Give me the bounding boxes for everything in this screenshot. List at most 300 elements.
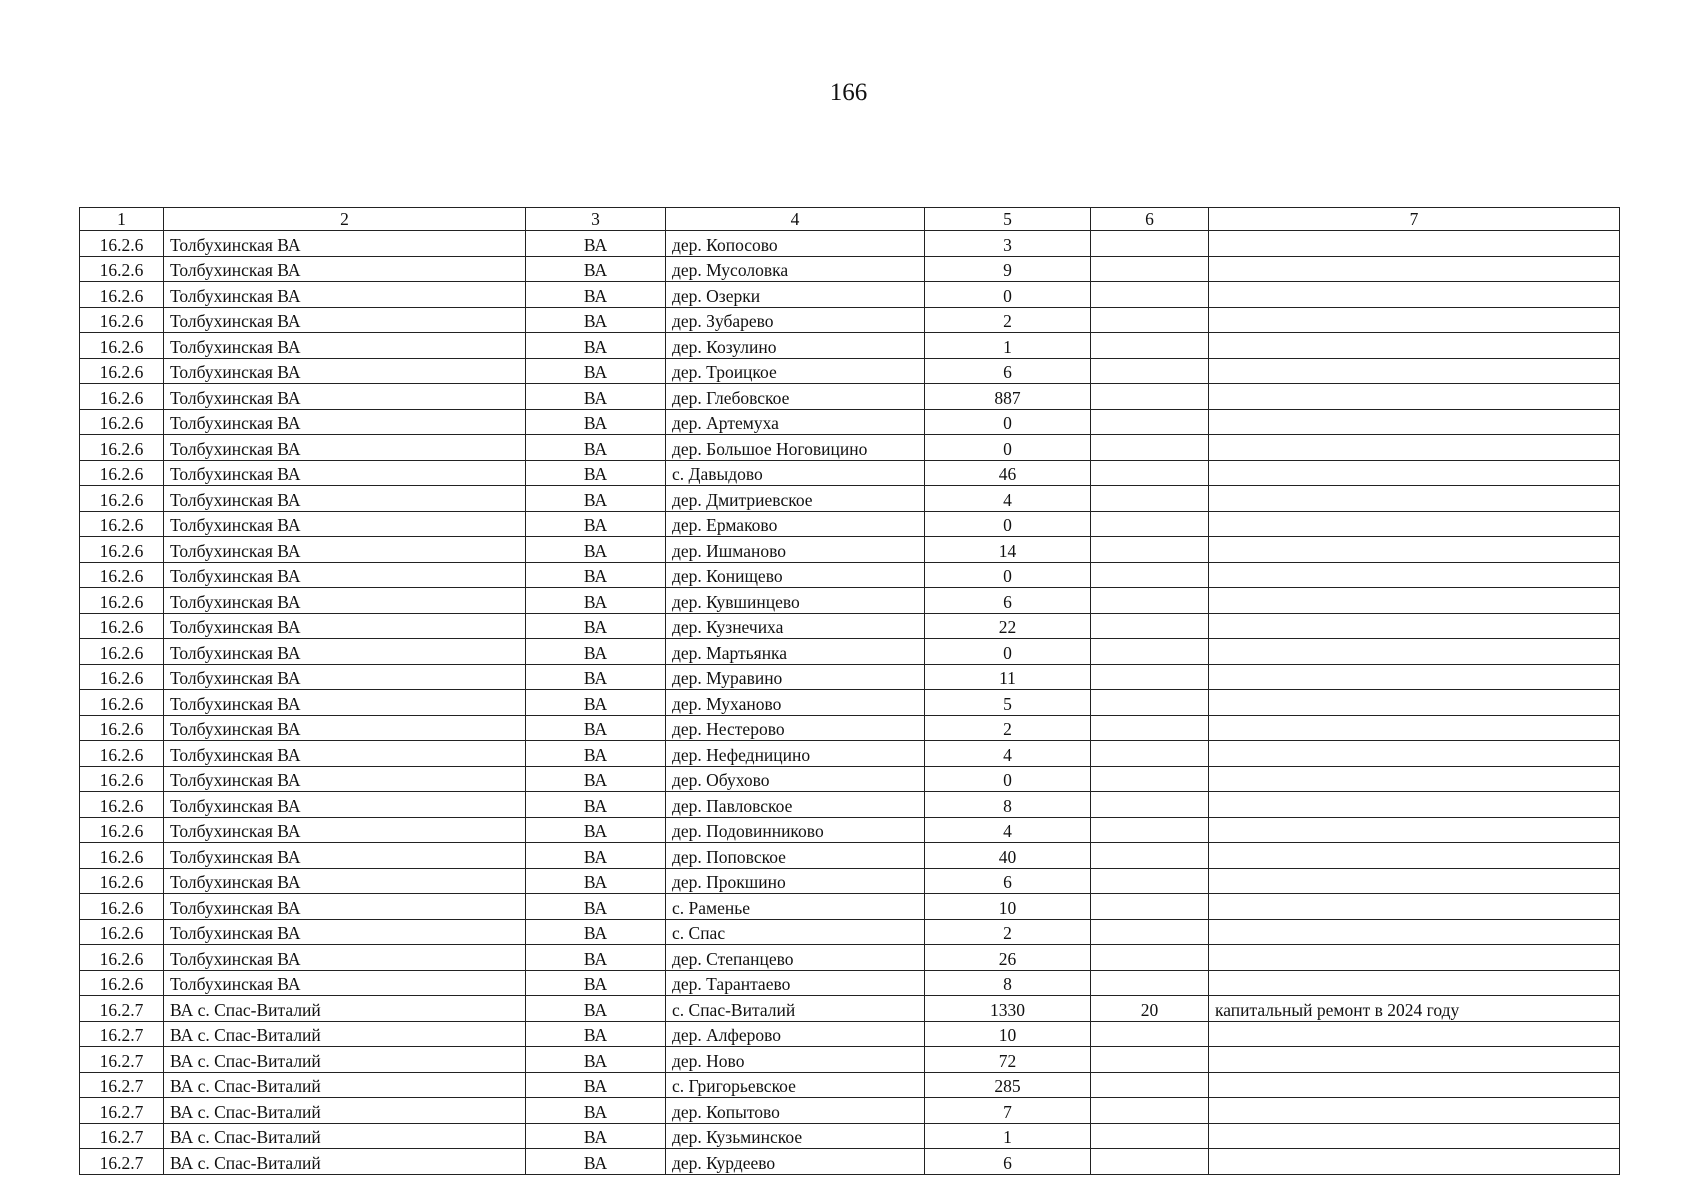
settlement-cell: дер. Нефедницино — [666, 741, 925, 767]
row-number-cell: 16.2.6 — [80, 868, 164, 894]
row-number-cell: 16.2.6 — [80, 664, 164, 690]
note-cell — [1209, 970, 1620, 996]
row-number-cell: 16.2.6 — [80, 333, 164, 359]
settlement-cell: с. Григорьевское — [666, 1072, 925, 1098]
object-name-cell: Толбухинская ВА — [164, 766, 526, 792]
row-number-cell: 16.2.6 — [80, 358, 164, 384]
note-cell — [1209, 231, 1620, 257]
object-name-cell: ВА с. Спас-Виталий — [164, 1098, 526, 1124]
object-type-cell: ВА — [526, 894, 666, 920]
population-cell: 5 — [925, 690, 1091, 716]
population-cell: 6 — [925, 358, 1091, 384]
row-number-cell: 16.2.7 — [80, 1047, 164, 1073]
population-cell: 2 — [925, 919, 1091, 945]
column-6-cell — [1091, 358, 1209, 384]
row-number-cell: 16.2.6 — [80, 511, 164, 537]
table-header-row — [80, 208, 1620, 231]
population-cell: 40 — [925, 843, 1091, 869]
column-6-cell — [1091, 690, 1209, 716]
table-row — [80, 562, 1620, 588]
column-6-cell — [1091, 486, 1209, 512]
row-number-cell: 16.2.6 — [80, 613, 164, 639]
settlement-cell: дер. Кузьминское — [666, 1123, 925, 1149]
settlement-cell: дер. Степанцево — [666, 945, 925, 971]
object-name-cell: Толбухинская ВА — [164, 868, 526, 894]
table-row — [80, 358, 1620, 384]
object-name-cell: Толбухинская ВА — [164, 358, 526, 384]
object-name-cell: Толбухинская ВА — [164, 588, 526, 614]
table-row — [80, 639, 1620, 665]
object-type-cell: ВА — [526, 945, 666, 971]
note-cell — [1209, 1072, 1620, 1098]
settlement-cell: дер. Подовинниково — [666, 817, 925, 843]
object-type-cell: ВА — [526, 919, 666, 945]
population-cell: 4 — [925, 486, 1091, 512]
table-row — [80, 817, 1620, 843]
column-6-cell — [1091, 1021, 1209, 1047]
note-cell — [1209, 894, 1620, 920]
column-6-cell — [1091, 384, 1209, 410]
settlement-cell: дер. Озерки — [666, 282, 925, 308]
object-name-cell: ВА с. Спас-Виталий — [164, 1072, 526, 1098]
column-header: 7 — [1209, 208, 1620, 231]
object-name-cell: Толбухинская ВА — [164, 307, 526, 333]
settlement-cell: дер. Артемуха — [666, 409, 925, 435]
object-type-cell: ВА — [526, 384, 666, 410]
settlement-cell: дер. Конищево — [666, 562, 925, 588]
settlement-cell: дер. Троицкое — [666, 358, 925, 384]
table-row — [80, 894, 1620, 920]
column-6-cell — [1091, 1072, 1209, 1098]
note-cell — [1209, 307, 1620, 333]
row-number-cell: 16.2.6 — [80, 384, 164, 410]
population-cell: 0 — [925, 282, 1091, 308]
column-6-cell — [1091, 588, 1209, 614]
object-type-cell: ВА — [526, 664, 666, 690]
column-6-cell — [1091, 639, 1209, 665]
settlements-table — [79, 207, 1620, 1175]
table-row — [80, 664, 1620, 690]
object-name-cell: ВА с. Спас-Виталий — [164, 1021, 526, 1047]
population-cell: 887 — [925, 384, 1091, 410]
object-type-cell: ВА — [526, 358, 666, 384]
column-6-cell — [1091, 715, 1209, 741]
note-cell — [1209, 945, 1620, 971]
column-6-cell — [1091, 256, 1209, 282]
object-name-cell: Толбухинская ВА — [164, 664, 526, 690]
row-number-cell: 16.2.6 — [80, 409, 164, 435]
column-header: 6 — [1091, 208, 1209, 231]
population-cell: 10 — [925, 1021, 1091, 1047]
object-type-cell: ВА — [526, 307, 666, 333]
row-number-cell: 16.2.6 — [80, 715, 164, 741]
table-row — [80, 843, 1620, 869]
settlement-cell: дер. Алферово — [666, 1021, 925, 1047]
object-name-cell: Толбухинская ВА — [164, 817, 526, 843]
table-row — [80, 282, 1620, 308]
note-cell — [1209, 1098, 1620, 1124]
note-cell — [1209, 868, 1620, 894]
note-cell — [1209, 741, 1620, 767]
object-name-cell: Толбухинская ВА — [164, 231, 526, 257]
population-cell: 4 — [925, 741, 1091, 767]
settlement-cell: дер. Муханово — [666, 690, 925, 716]
population-cell: 1 — [925, 1123, 1091, 1149]
object-name-cell: Толбухинская ВА — [164, 384, 526, 410]
row-number-cell: 16.2.7 — [80, 1021, 164, 1047]
note-cell — [1209, 460, 1620, 486]
object-type-cell: ВА — [526, 868, 666, 894]
object-name-cell: Толбухинская ВА — [164, 486, 526, 512]
object-name-cell: Толбухинская ВА — [164, 409, 526, 435]
object-name-cell: Толбухинская ВА — [164, 511, 526, 537]
settlement-cell: дер. Ново — [666, 1047, 925, 1073]
object-type-cell: ВА — [526, 460, 666, 486]
table-row — [80, 945, 1620, 971]
row-number-cell: 16.2.6 — [80, 690, 164, 716]
table-row — [80, 384, 1620, 410]
population-cell: 6 — [925, 868, 1091, 894]
column-6-cell — [1091, 894, 1209, 920]
table-row — [80, 919, 1620, 945]
settlement-cell: дер. Козулино — [666, 333, 925, 359]
object-name-cell: Толбухинская ВА — [164, 690, 526, 716]
note-cell — [1209, 817, 1620, 843]
object-type-cell: ВА — [526, 1072, 666, 1098]
object-type-cell: ВА — [526, 1021, 666, 1047]
table-row — [80, 537, 1620, 563]
settlement-cell: с. Давыдово — [666, 460, 925, 486]
object-name-cell: ВА с. Спас-Виталий — [164, 1123, 526, 1149]
settlement-cell: с. Раменье — [666, 894, 925, 920]
table-row — [80, 715, 1620, 741]
column-6-cell — [1091, 817, 1209, 843]
object-name-cell: Толбухинская ВА — [164, 282, 526, 308]
object-type-cell: ВА — [526, 817, 666, 843]
population-cell: 0 — [925, 409, 1091, 435]
settlement-cell: дер. Копытово — [666, 1098, 925, 1124]
row-number-cell: 16.2.6 — [80, 766, 164, 792]
column-6-cell — [1091, 919, 1209, 945]
row-number-cell: 16.2.6 — [80, 894, 164, 920]
settlement-cell: с. Спас — [666, 919, 925, 945]
object-type-cell: ВА — [526, 639, 666, 665]
column-6-cell — [1091, 282, 1209, 308]
object-name-cell: Толбухинская ВА — [164, 256, 526, 282]
row-number-cell: 16.2.7 — [80, 1123, 164, 1149]
note-cell — [1209, 690, 1620, 716]
column-6-cell — [1091, 613, 1209, 639]
row-number-cell: 16.2.6 — [80, 486, 164, 512]
settlement-cell: дер. Обухово — [666, 766, 925, 792]
column-6-cell: 20 — [1091, 996, 1209, 1022]
settlement-cell: дер. Муравино — [666, 664, 925, 690]
table-row — [80, 460, 1620, 486]
population-cell: 3 — [925, 231, 1091, 257]
object-type-cell: ВА — [526, 996, 666, 1022]
table-row — [80, 256, 1620, 282]
column-6-cell — [1091, 970, 1209, 996]
settlement-cell: дер. Дмитриевское — [666, 486, 925, 512]
settlement-cell: дер. Зубарево — [666, 307, 925, 333]
object-name-cell: Толбухинская ВА — [164, 792, 526, 818]
population-cell: 6 — [925, 588, 1091, 614]
column-header: 4 — [666, 208, 925, 231]
column-header: 2 — [164, 208, 526, 231]
row-number-cell: 16.2.6 — [80, 307, 164, 333]
population-cell: 26 — [925, 945, 1091, 971]
column-6-cell — [1091, 664, 1209, 690]
settlement-cell: дер. Тарантаево — [666, 970, 925, 996]
column-6-cell — [1091, 307, 1209, 333]
note-cell — [1209, 1047, 1620, 1073]
object-name-cell: ВА с. Спас-Виталий — [164, 1047, 526, 1073]
column-6-cell — [1091, 1047, 1209, 1073]
population-cell: 2 — [925, 307, 1091, 333]
row-number-cell: 16.2.7 — [80, 996, 164, 1022]
row-number-cell: 16.2.6 — [80, 919, 164, 945]
object-type-cell: ВА — [526, 970, 666, 996]
table-row — [80, 1149, 1620, 1175]
population-cell: 14 — [925, 537, 1091, 563]
row-number-cell: 16.2.6 — [80, 562, 164, 588]
object-name-cell: Толбухинская ВА — [164, 537, 526, 563]
note-cell — [1209, 919, 1620, 945]
table-row — [80, 231, 1620, 257]
note-cell — [1209, 843, 1620, 869]
row-number-cell: 16.2.6 — [80, 537, 164, 563]
population-cell: 6 — [925, 1149, 1091, 1175]
note-cell — [1209, 384, 1620, 410]
note-cell — [1209, 562, 1620, 588]
object-name-cell: Толбухинская ВА — [164, 562, 526, 588]
row-number-cell: 16.2.7 — [80, 1098, 164, 1124]
column-6-cell — [1091, 409, 1209, 435]
row-number-cell: 16.2.6 — [80, 231, 164, 257]
row-number-cell: 16.2.6 — [80, 970, 164, 996]
population-cell: 2 — [925, 715, 1091, 741]
row-number-cell: 16.2.6 — [80, 282, 164, 308]
note-cell — [1209, 664, 1620, 690]
column-6-cell — [1091, 868, 1209, 894]
table-row — [80, 1047, 1620, 1073]
note-cell — [1209, 588, 1620, 614]
column-header: 1 — [80, 208, 164, 231]
note-cell — [1209, 1021, 1620, 1047]
page-number: 166 — [829, 79, 868, 106]
population-cell: 0 — [925, 639, 1091, 665]
row-number-cell: 16.2.6 — [80, 435, 164, 461]
table-row — [80, 1123, 1620, 1149]
row-number-cell: 16.2.6 — [80, 588, 164, 614]
table-row — [80, 1021, 1620, 1047]
note-cell — [1209, 256, 1620, 282]
settlement-cell: дер. Ермаково — [666, 511, 925, 537]
population-cell: 0 — [925, 511, 1091, 537]
table-row — [80, 741, 1620, 767]
note-cell — [1209, 511, 1620, 537]
column-6-cell — [1091, 1123, 1209, 1149]
column-header: 5 — [925, 208, 1091, 231]
object-name-cell: Толбухинская ВА — [164, 715, 526, 741]
row-number-cell: 16.2.6 — [80, 741, 164, 767]
table-row — [80, 333, 1620, 359]
column-6-cell — [1091, 1098, 1209, 1124]
note-cell — [1209, 358, 1620, 384]
object-type-cell: ВА — [526, 1149, 666, 1175]
column-6-cell — [1091, 231, 1209, 257]
settlement-cell: дер. Копосово — [666, 231, 925, 257]
object-type-cell: ВА — [526, 690, 666, 716]
column-6-cell — [1091, 435, 1209, 461]
object-type-cell: ВА — [526, 435, 666, 461]
population-cell: 285 — [925, 1072, 1091, 1098]
population-cell: 46 — [925, 460, 1091, 486]
note-cell — [1209, 435, 1620, 461]
note-cell — [1209, 1149, 1620, 1175]
object-name-cell: Толбухинская ВА — [164, 613, 526, 639]
column-6-cell — [1091, 460, 1209, 486]
object-type-cell: ВА — [526, 562, 666, 588]
column-6-cell — [1091, 562, 1209, 588]
object-name-cell: Толбухинская ВА — [164, 945, 526, 971]
column-6-cell — [1091, 511, 1209, 537]
note-cell — [1209, 282, 1620, 308]
note-cell — [1209, 792, 1620, 818]
note-cell — [1209, 639, 1620, 665]
settlement-cell: дер. Курдеево — [666, 1149, 925, 1175]
note-cell: капитальный ремонт в 2024 году — [1209, 996, 1620, 1022]
settlement-cell: дер. Поповское — [666, 843, 925, 869]
settlement-cell: дер. Кувшинцево — [666, 588, 925, 614]
object-name-cell: ВА с. Спас-Виталий — [164, 1149, 526, 1175]
object-type-cell: ВА — [526, 256, 666, 282]
object-type-cell: ВА — [526, 486, 666, 512]
settlement-cell: дер. Большое Ноговицино — [666, 435, 925, 461]
table-row — [80, 435, 1620, 461]
population-cell: 22 — [925, 613, 1091, 639]
row-number-cell: 16.2.6 — [80, 256, 164, 282]
object-type-cell: ВА — [526, 511, 666, 537]
settlement-cell: дер. Прокшино — [666, 868, 925, 894]
row-number-cell: 16.2.6 — [80, 792, 164, 818]
object-type-cell: ВА — [526, 282, 666, 308]
object-type-cell: ВА — [526, 333, 666, 359]
object-name-cell: Толбухинская ВА — [164, 894, 526, 920]
row-number-cell: 16.2.6 — [80, 639, 164, 665]
column-header: 3 — [526, 208, 666, 231]
row-number-cell: 16.2.7 — [80, 1072, 164, 1098]
note-cell — [1209, 409, 1620, 435]
column-6-cell — [1091, 1149, 1209, 1175]
object-type-cell: ВА — [526, 766, 666, 792]
population-cell: 7 — [925, 1098, 1091, 1124]
column-6-cell — [1091, 766, 1209, 792]
population-cell: 11 — [925, 664, 1091, 690]
object-type-cell: ВА — [526, 1098, 666, 1124]
object-name-cell: Толбухинская ВА — [164, 843, 526, 869]
row-number-cell: 16.2.6 — [80, 460, 164, 486]
object-type-cell: ВА — [526, 409, 666, 435]
object-type-cell: ВА — [526, 231, 666, 257]
note-cell — [1209, 715, 1620, 741]
column-6-cell — [1091, 537, 1209, 563]
object-type-cell: ВА — [526, 792, 666, 818]
column-6-cell — [1091, 741, 1209, 767]
note-cell — [1209, 1123, 1620, 1149]
object-type-cell: ВА — [526, 1123, 666, 1149]
row-number-cell: 16.2.6 — [80, 817, 164, 843]
settlement-cell: дер. Павловское — [666, 792, 925, 818]
object-type-cell: ВА — [526, 613, 666, 639]
population-cell: 72 — [925, 1047, 1091, 1073]
settlement-cell: дер. Кузнечиха — [666, 613, 925, 639]
table-row — [80, 970, 1620, 996]
settlement-cell: дер. Мартьянка — [666, 639, 925, 665]
settlement-cell: дер. Ишманово — [666, 537, 925, 563]
population-cell: 4 — [925, 817, 1091, 843]
column-6-cell — [1091, 843, 1209, 869]
population-cell: 10 — [925, 894, 1091, 920]
population-cell: 8 — [925, 970, 1091, 996]
column-6-cell — [1091, 792, 1209, 818]
object-type-cell: ВА — [526, 588, 666, 614]
object-name-cell: Толбухинская ВА — [164, 460, 526, 486]
table-row — [80, 613, 1620, 639]
row-number-cell: 16.2.6 — [80, 843, 164, 869]
note-cell — [1209, 766, 1620, 792]
row-number-cell: 16.2.6 — [80, 945, 164, 971]
table-row — [80, 996, 1620, 1022]
object-type-cell: ВА — [526, 715, 666, 741]
object-name-cell: Толбухинская ВА — [164, 435, 526, 461]
population-cell: 0 — [925, 435, 1091, 461]
settlement-cell: с. Спас-Виталий — [666, 996, 925, 1022]
object-name-cell: Толбухинская ВА — [164, 919, 526, 945]
settlement-cell: дер. Мусоловка — [666, 256, 925, 282]
object-name-cell: Толбухинская ВА — [164, 639, 526, 665]
object-name-cell: Толбухинская ВА — [164, 970, 526, 996]
note-cell — [1209, 613, 1620, 639]
object-name-cell: ВА с. Спас-Виталий — [164, 996, 526, 1022]
table-row — [80, 1098, 1620, 1124]
object-name-cell: Толбухинская ВА — [164, 741, 526, 767]
table-row — [80, 792, 1620, 818]
note-cell — [1209, 333, 1620, 359]
population-cell: 1330 — [925, 996, 1091, 1022]
object-type-cell: ВА — [526, 741, 666, 767]
population-cell: 0 — [925, 766, 1091, 792]
table-row — [80, 486, 1620, 512]
population-cell: 1 — [925, 333, 1091, 359]
table-row — [80, 588, 1620, 614]
row-number-cell: 16.2.7 — [80, 1149, 164, 1175]
table-row — [80, 409, 1620, 435]
table-row — [80, 690, 1620, 716]
table-row — [80, 511, 1620, 537]
object-type-cell: ВА — [526, 1047, 666, 1073]
table-row — [80, 766, 1620, 792]
population-cell: 0 — [925, 562, 1091, 588]
table-row — [80, 307, 1620, 333]
population-cell: 8 — [925, 792, 1091, 818]
object-type-cell: ВА — [526, 843, 666, 869]
column-6-cell — [1091, 333, 1209, 359]
table-body — [80, 231, 1620, 1175]
note-cell — [1209, 537, 1620, 563]
population-cell: 9 — [925, 256, 1091, 282]
note-cell — [1209, 486, 1620, 512]
